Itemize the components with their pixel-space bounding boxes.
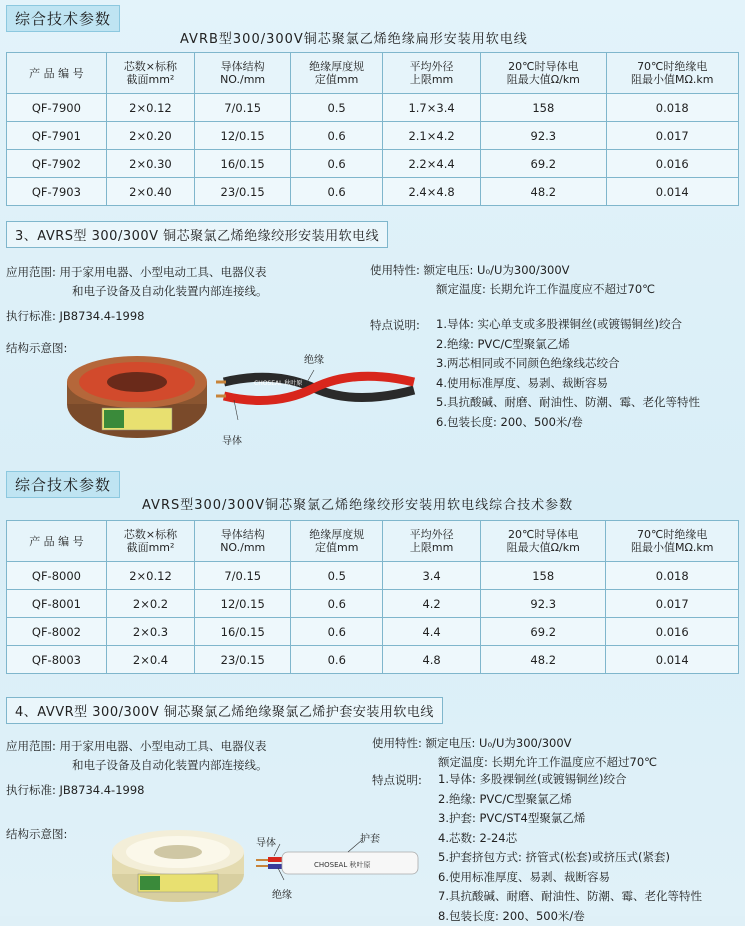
table-cell: 2×0.2 xyxy=(106,590,194,618)
table-cell: 2.4×4.8 xyxy=(383,178,481,206)
feature-item: 6.包装长度: 200、500米/卷 xyxy=(436,413,700,433)
column-header: 导体结构 NO./mm xyxy=(195,521,291,562)
table-cell: QF-8002 xyxy=(7,618,107,646)
table-cell: 7/0.15 xyxy=(195,94,291,122)
table-row xyxy=(7,178,739,206)
feature-item: 8.包装长度: 200、500米/卷 xyxy=(438,907,702,926)
usage-voltage: 使用特性: 额定电压: U₀/U为300/300V xyxy=(372,733,572,753)
table-cell: 2×0.40 xyxy=(106,178,194,206)
table-cell: QF-8003 xyxy=(7,646,107,674)
features-label: 特点说明: xyxy=(370,315,420,335)
table-cell: 48.2 xyxy=(480,646,605,674)
table-cell: 16/0.15 xyxy=(195,618,291,646)
spec-table xyxy=(6,520,739,674)
column-header: 70℃时绝缘电 阻最小值MΩ.km xyxy=(606,53,739,94)
table-cell: QF-8001 xyxy=(7,590,107,618)
column-header: 绝缘厚度规 定值mm xyxy=(291,53,383,94)
feature-item: 7.具抗酸碱、耐磨、耐油性、防潮、霉、老化等特性 xyxy=(438,887,702,907)
column-header: 20℃时导体电 阻最大值Ω/km xyxy=(480,521,605,562)
insulation-callout: 绝缘 xyxy=(304,351,324,366)
column-header: 产 品 编 号 xyxy=(7,521,107,562)
sheath-callout: 护套 xyxy=(360,830,380,845)
column-header: 平均外径 上限mm xyxy=(383,521,481,562)
usage-temperature: 额定温度: 长期允许工作温度应不超过70℃ xyxy=(438,752,657,772)
scope-text: 应用范围: 用于家用电器、小型电动工具、电器仪表 xyxy=(6,736,267,756)
table-cell: 2×0.12 xyxy=(106,562,194,590)
table-cell: 3.4 xyxy=(383,562,481,590)
diagram-label: 结构示意图: xyxy=(6,338,67,358)
scope-text: 应用范围: 用于家用电器、小型电动工具、电器仪表 xyxy=(6,262,267,282)
twisted-wire-diagram xyxy=(214,360,424,430)
table-cell: 0.014 xyxy=(606,178,739,206)
table-cell: 7/0.15 xyxy=(195,562,291,590)
table-cell: 0.5 xyxy=(291,94,383,122)
table-header-row xyxy=(7,521,739,562)
table-cell: 158 xyxy=(481,94,606,122)
product-heading: 3、AVRS型 300/300V 铜芯聚氯乙烯绝缘绞形安装用软电线 xyxy=(6,221,388,248)
table-row xyxy=(7,590,739,618)
features-label: 特点说明: xyxy=(372,770,422,790)
brand-print: CHOSEAL 秋叶原 xyxy=(314,860,370,869)
table-row xyxy=(7,618,739,646)
section-label: 综合技术参数 xyxy=(6,5,120,32)
feature-item: 2.绝缘: PVC/C型聚氯乙烯 xyxy=(436,335,700,355)
product-heading: 4、AVVR型 300/300V 铜芯聚氯乙烯绝缘聚氯乙烯护套安装用软电线 xyxy=(6,697,443,724)
table-cell: 23/0.15 xyxy=(195,646,291,674)
features-list xyxy=(436,315,700,432)
table-title: AVRB型300/300V铜芯聚氯乙烯绝缘扁形安装用软电线 xyxy=(180,28,528,47)
table-cell: 0.6 xyxy=(291,618,383,646)
table-cell: 0.018 xyxy=(606,562,739,590)
table-cell: 0.014 xyxy=(606,646,739,674)
table-cell: 0.6 xyxy=(291,150,383,178)
table-row xyxy=(7,94,739,122)
table-cell: 0.6 xyxy=(291,178,383,206)
feature-item: 4.芯数: 2-24芯 xyxy=(438,829,702,849)
table-row xyxy=(7,122,739,150)
table-cell: 1.7×3.4 xyxy=(383,94,481,122)
table-cell: 2×0.4 xyxy=(106,646,194,674)
feature-item: 1.导体: 实心单支或多股裸铜丝(或镀锡铜丝)绞合 xyxy=(436,315,700,335)
table-cell: 4.8 xyxy=(383,646,481,674)
table-cell: 0.017 xyxy=(606,122,739,150)
table-row xyxy=(7,562,739,590)
table-cell: 0.016 xyxy=(606,150,739,178)
table-cell: 2×0.20 xyxy=(106,122,194,150)
conductor-callout: 导体 xyxy=(222,432,242,447)
table-cell: 2×0.3 xyxy=(106,618,194,646)
table-cell: 158 xyxy=(480,562,605,590)
section-label: 综合技术参数 xyxy=(6,471,120,498)
table-cell: 0.016 xyxy=(606,618,739,646)
table-cell: QF-7900 xyxy=(7,94,107,122)
feature-item: 3.护套: PVC/ST4型聚氯乙烯 xyxy=(438,809,702,829)
insulation-callout: 绝缘 xyxy=(272,886,292,901)
column-header: 芯数×标称 截面mm² xyxy=(106,521,194,562)
brand-print: CHOSEAL 秋叶原 xyxy=(254,379,302,387)
table-cell: 4.4 xyxy=(383,618,481,646)
feature-item: 4.使用标准厚度、易剥、裁断容易 xyxy=(436,374,700,394)
column-header: 70℃时绝缘电 阻最小值MΩ.km xyxy=(606,521,739,562)
table-row xyxy=(7,646,739,674)
table-cell: 4.2 xyxy=(383,590,481,618)
features-list xyxy=(438,770,702,926)
table-cell: QF-8000 xyxy=(7,562,107,590)
table-cell: 92.3 xyxy=(481,122,606,150)
table-cell: QF-7902 xyxy=(7,150,107,178)
cable-reel-image xyxy=(62,352,212,440)
scope-text-cont: 和电子设备及自动化装置内部连接线。 xyxy=(72,755,268,775)
conductor-callout: 导体 xyxy=(256,834,276,849)
sheathed-wire-diagram xyxy=(252,846,422,886)
usage-voltage: 使用特性: 额定电压: U₀/U为300/300V xyxy=(370,260,570,280)
table-cell: 2.2×4.4 xyxy=(383,150,481,178)
spec-table xyxy=(6,52,739,206)
column-header: 绝缘厚度规 定值mm xyxy=(291,521,383,562)
standard-text: 执行标准: JB8734.4-1998 xyxy=(6,780,144,800)
table-cell: 2×0.12 xyxy=(106,94,194,122)
table-cell: 2×0.30 xyxy=(106,150,194,178)
table-cell: 12/0.15 xyxy=(195,590,291,618)
table-cell: QF-7901 xyxy=(7,122,107,150)
column-header: 芯数×标称 截面mm² xyxy=(106,53,194,94)
cable-reel-image xyxy=(108,824,248,904)
table-header-row xyxy=(7,53,739,94)
diagram-label: 结构示意图: xyxy=(6,824,67,844)
column-header: 平均外径 上限mm xyxy=(383,53,481,94)
table-cell: 92.3 xyxy=(480,590,605,618)
table-cell: 0.6 xyxy=(291,122,383,150)
column-header: 产 品 编 号 xyxy=(7,53,107,94)
scope-text-cont: 和电子设备及自动化装置内部连接线。 xyxy=(72,281,268,301)
column-header: 20℃时导体电 阻最大值Ω/km xyxy=(481,53,606,94)
table-cell: 16/0.15 xyxy=(195,150,291,178)
table-cell: 0.5 xyxy=(291,562,383,590)
table-cell: 23/0.15 xyxy=(195,178,291,206)
table-row xyxy=(7,150,739,178)
feature-item: 1.导体: 多股裸铜丝(或镀锡铜丝)绞合 xyxy=(438,770,702,790)
feature-item: 6.使用标准厚度、易剥、裁断容易 xyxy=(438,868,702,888)
standard-text: 执行标准: JB8734.4-1998 xyxy=(6,306,144,326)
feature-item: 3.两芯相同或不同颜色绝缘线芯绞合 xyxy=(436,354,700,374)
table-cell: 12/0.15 xyxy=(195,122,291,150)
table-cell: 2.1×4.2 xyxy=(383,122,481,150)
feature-item: 5.具抗酸碱、耐磨、耐油性、防潮、霉、老化等特性 xyxy=(436,393,700,413)
table-cell: QF-7903 xyxy=(7,178,107,206)
table-cell: 0.018 xyxy=(606,94,739,122)
table-title: AVRS型300/300V铜芯聚氯乙烯绝缘绞形安装用软电线综合技术参数 xyxy=(142,494,573,513)
usage-temperature: 额定温度: 长期允许工作温度应不超过70℃ xyxy=(436,279,655,299)
feature-item: 5.护套挤包方式: 挤管式(松套)或挤压式(紧套) xyxy=(438,848,702,868)
table-cell: 48.2 xyxy=(481,178,606,206)
column-header: 导体结构 NO./mm xyxy=(195,53,291,94)
table-cell: 0.6 xyxy=(291,646,383,674)
table-cell: 69.2 xyxy=(481,150,606,178)
feature-item: 2.绝缘: PVC/C型聚氯乙烯 xyxy=(438,790,702,810)
table-cell: 69.2 xyxy=(480,618,605,646)
table-cell: 0.017 xyxy=(606,590,739,618)
table-cell: 0.6 xyxy=(291,590,383,618)
